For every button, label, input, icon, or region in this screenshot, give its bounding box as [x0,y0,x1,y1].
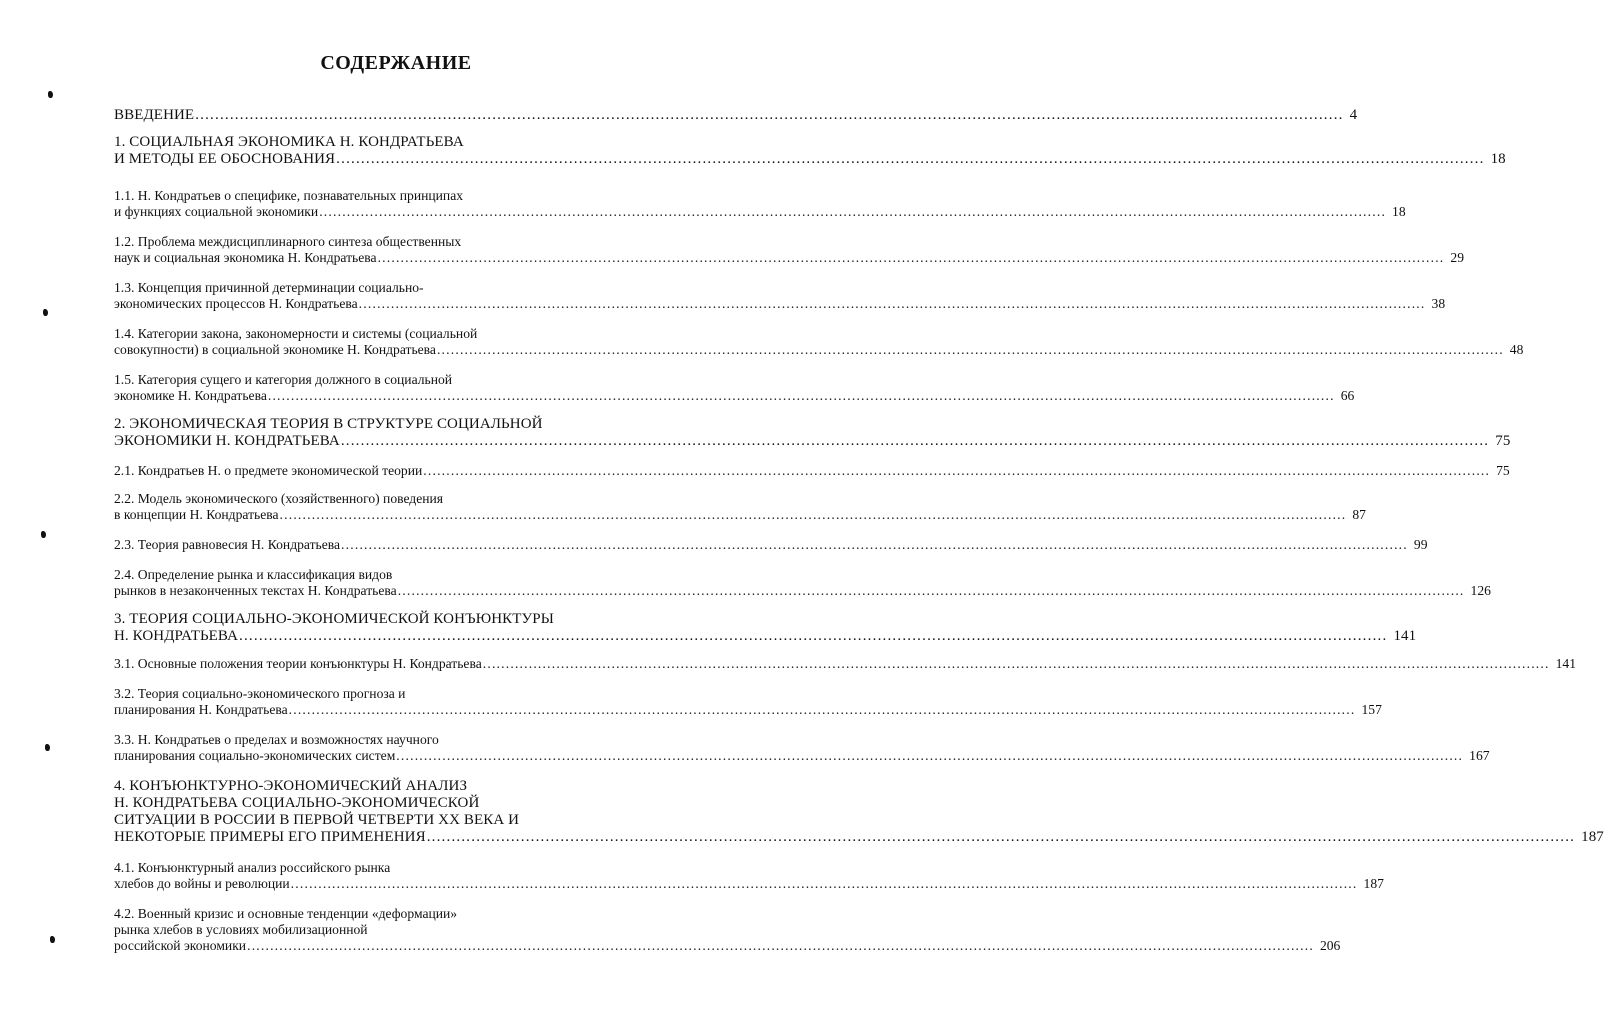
toc-entry-line [114,463,1510,479]
dot-leader [427,829,1575,845]
toc-section-entry [114,463,1510,479]
toc-section-entry [114,188,1406,220]
dot-leader [280,507,1347,522]
toc-entry-text: экономических процессов Н. Кондратьева [114,296,358,311]
dot-leader [341,537,1408,552]
page-title: СОДЕРЖАНИЕ [320,52,472,74]
toc-entry-text: 2.2. Модель экономического (хозяйственного) поведения [114,491,444,506]
toc-entry-text: 2. ЭКОНОМИЧЕСКАЯ ТЕОРИЯ В СТРУКТУРЕ СОЦИАЛЬНОЙ [114,416,543,432]
toc-entry-text: в концепции Н. Кондратьева [114,507,279,522]
toc-entry-text: планирования социально-экономических систем [114,748,396,763]
toc-entry-line [114,388,1355,404]
toc-entry-line [114,134,651,151]
toc-section-entry [114,656,1576,672]
toc-entry-text: совокупности) в социальной экономике Н. Кондратьева [114,342,436,357]
toc-entry-line [114,906,651,922]
toc-page-number: 167 [1469,748,1490,763]
toc-page-number: 18 [1392,204,1406,219]
toc-page-number: 99 [1413,537,1428,552]
toc-entry-text: хлебов до войны и революции [114,876,290,891]
toc-entry-text: рынков в незаконченных текстах Н. Кондратьева [114,583,397,598]
toc-entry-line [114,537,1428,553]
toc-entry-text: 1.1. Н. Кондратьев о специфике, познавательных принципах [114,188,464,203]
toc-entry-text: 3.2. Теория социально-экономического прогноза и [114,686,406,701]
scan-speck [48,91,53,98]
toc-page-number: 141 [1555,656,1576,671]
toc-entry-text: ВВЕДЕНИЕ [114,107,195,123]
toc-page-number: 141 [1393,628,1417,644]
toc-chapter-entry [114,778,1604,846]
toc-entry-text: наук и социальная экономика Н. Кондратьева [114,250,377,265]
toc-page-number: 157 [1361,702,1382,717]
toc-entry-text: 4.1. Конъюнктурный анализ российского рынка [114,860,391,875]
toc-chapter-entry [114,107,1358,124]
toc-entry-text: 4. КОНЪЮНКТУРНО-ЭКОНОМИЧЕСКИЙ АНАЛИЗ [114,778,468,794]
toc-entry-line [114,795,651,812]
toc-entry-line [114,491,651,507]
toc-entry-line [114,938,1341,954]
scan-speck [50,936,55,943]
scan-speck [43,309,48,316]
dot-leader [437,342,1504,357]
toc-page-number: 48 [1509,342,1524,357]
toc-entry-line [114,702,1382,718]
toc-entry-text: 1.3. Концепция причинной детерминации социально- [114,280,424,295]
toc-entry-text: планирования Н. Кондратьева [114,702,288,717]
toc-page-number: 87 [1352,507,1366,522]
toc-entry-text: 3. ТЕОРИЯ СОЦИАЛЬНО-ЭКОНОМИЧЕСКОЙ КОНЪЮНКТУРЫ [114,611,554,627]
toc-entry-line [114,280,651,296]
toc-chapter-entry [114,134,1506,168]
toc-section-entry [114,491,1366,523]
toc-entry-text: НЕКОТОРЫЕ ПРИМЕРЫ ЕГО ПРИМЕНЕНИЯ [114,829,426,845]
toc-entry-line [114,686,651,702]
toc-entry-text: Н. КОНДРАТЬЕВА СОЦИАЛЬНО-ЭКОНОМИЧЕСКОЙ [114,795,480,811]
toc-entry-line [114,234,651,250]
toc-entry-line [114,342,1524,358]
toc-entry-text: 1. СОЦИАЛЬНАЯ ЭКОНОМИКА Н. КОНДРАТЬЕВА [114,134,464,150]
toc-entry-line [114,567,651,583]
toc-entry-text: российской экономики [114,938,247,953]
toc-entry-line [114,611,651,628]
toc-entry-line [114,326,651,342]
toc-entry-line [114,812,651,829]
dot-leader [378,250,1445,265]
dot-leader [247,938,1314,953]
toc-page-number: 187 [1363,876,1384,891]
toc-chapter-entry [114,416,1511,450]
toc-entry-line [114,748,1490,764]
toc-page-number: 38 [1431,296,1446,311]
dot-leader [423,463,1490,478]
toc-page-number: 126 [1470,583,1491,598]
dot-leader [291,876,1358,891]
toc-entry-text: Н. КОНДРАТЬЕВА [114,628,239,644]
dot-leader [396,748,1463,763]
toc-entry-line [114,876,1384,892]
dot-leader [359,296,1426,311]
dot-leader [289,702,1356,717]
toc-entry-line [114,151,1506,168]
dot-leader [195,107,1343,123]
toc-entry-text: 2.3. Теория равновесия Н. Кондратьева [114,537,341,552]
dot-leader [341,433,1489,449]
toc-chapter-entry [114,611,1417,645]
toc-entry-line [114,416,651,433]
toc-entry-text: 2.4. Определение рынка и классификация видов [114,567,393,582]
toc-entry-line [114,250,1464,266]
toc-entry-text: 4.2. Военный кризис и основные тенденции «деформации» [114,906,458,921]
toc-entry-line [114,732,651,748]
toc-entry-line [114,628,1417,645]
toc-entry-text: 3.3. Н. Кондратьев о пределах и возможностях научного [114,732,439,747]
toc-entry-line [114,860,651,876]
toc-entry-text: И МЕТОДЫ ЕЕ ОБОСНОВАНИЯ [114,151,336,167]
toc-entry-text: 1.2. Проблема междисциплинарного синтеза общественных [114,234,462,249]
toc-entry-line [114,829,1604,846]
toc-section-entry [114,732,1490,764]
dot-leader [336,151,1484,167]
toc-section-entry [114,686,1382,718]
toc-page-number: 75 [1496,463,1510,478]
toc-page-number: 187 [1581,829,1604,845]
toc-entry-line [114,204,1406,220]
toc-section-entry [114,280,1446,312]
toc-entry-text: и функциях социальной экономики [114,204,319,219]
toc-entry-line [114,583,1491,599]
toc-section-entry [114,234,1464,266]
toc-section-entry [114,567,1491,599]
toc-page-number: 18 [1490,151,1506,167]
dot-leader [268,388,1335,403]
toc-entry-text: экономике Н. Кондратьева [114,388,267,403]
toc-page-number: 4 [1349,107,1358,123]
toc-entry-text: СИТУАЦИИ В РОССИИ В ПЕРВОЙ ЧЕТВЕРТИ XX ВЕКА И [114,812,520,828]
toc-section-entry [114,906,1341,954]
toc-entry-text: 2.1. Кондратьев Н. о предмете экономической теории [114,463,423,478]
toc-entry-text: рынка хлебов в условиях мобилизационной [114,922,368,937]
toc-entry-line [114,507,1366,523]
toc-section-entry [114,326,1524,358]
toc-entry-text: 1.5. Категория сущего и категория должного в социальной [114,372,453,387]
dot-leader [483,656,1550,671]
toc-section-entry [114,537,1428,553]
dot-leader [319,204,1386,219]
toc-page-number: 206 [1319,938,1341,953]
toc-section-entry [114,860,1384,892]
toc-page-number: 75 [1495,433,1511,449]
toc-entry-line [114,778,651,795]
dot-leader [239,628,1387,644]
toc-entry-line [114,656,1576,672]
toc-entry-text: 1.4. Категории закона, закономерности и системы (социальной [114,326,478,341]
toc-section-entry [114,372,1355,404]
toc-entry-line [114,188,651,204]
toc-entry-text: 3.1. Основные положения теории конъюнктуры Н. Кондратьева [114,656,482,671]
toc-page-number: 66 [1340,388,1355,403]
toc-entry-line [114,107,1358,124]
scan-speck [41,531,46,538]
toc-entry-line [114,372,651,388]
toc-entry-text: ЭКОНОМИКИ Н. КОНДРАТЬЕВА [114,433,340,449]
scan-speck [45,744,50,751]
toc-page-number: 29 [1450,250,1464,265]
toc-entry-line [114,433,1511,450]
toc-entry-line [114,296,1446,312]
dot-leader [398,583,1465,598]
toc-entry-line [114,922,651,938]
